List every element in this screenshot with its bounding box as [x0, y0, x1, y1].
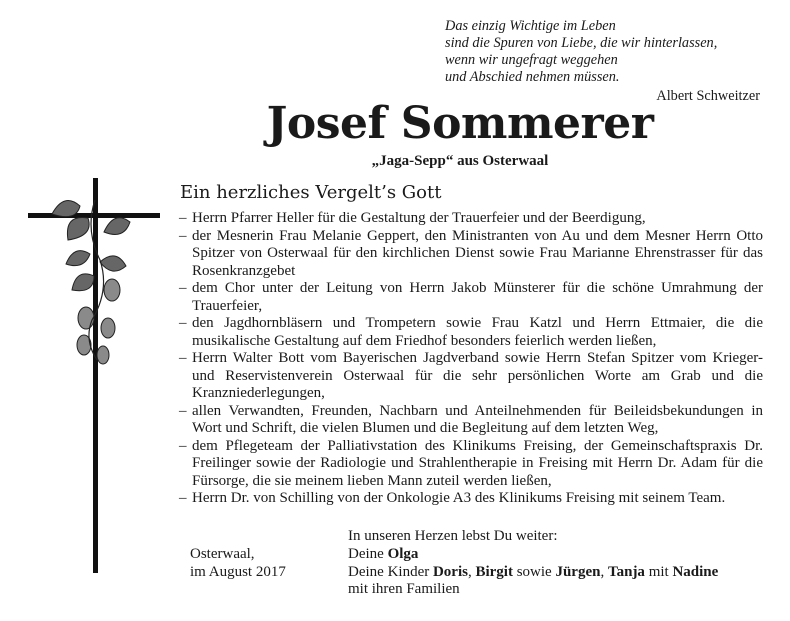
child-name: Tanja — [607, 563, 645, 580]
list-item — [180, 210, 763, 228]
place-and-date — [190, 546, 286, 581]
child-name: Nadine — [672, 563, 719, 580]
date: im August 2017 — [190, 563, 286, 580]
dash-bullet: – — [179, 350, 187, 366]
thanks-text: Herrn Dr. von Schilling von der Onkologie A3 des Klinikums Freising mit seinem Team. — [192, 490, 726, 506]
quote-line: wenn wir ungefragt weggehen — [445, 52, 618, 68]
families-line: mit ihren Familien — [348, 581, 460, 597]
epigraph-quote — [445, 18, 765, 86]
list-item — [180, 490, 763, 508]
mit-word: mit — [648, 563, 669, 580]
deine-label: Deine — [348, 546, 384, 562]
comma: , — [600, 563, 605, 580]
deceased-nickname: „Jaga-Sepp“ aus Osterwaal — [371, 153, 549, 169]
cross-icon — [28, 178, 160, 573]
list-item — [180, 403, 763, 438]
thanks-text: Herrn Pfarrer Heller für die Gestaltung der Trauerfeier und der Beerdigung, — [192, 210, 646, 226]
sowie-word: sowie — [516, 563, 552, 580]
comma: , — [467, 563, 472, 580]
thanks-heading: Ein herzliches Vergelt’s Gott — [180, 182, 442, 203]
thanks-text: allen Verwandten, Freunden, Nachbarn und Anteilnehmenden für Beileidsbekundungen in Wort und Schrift, die vielen Blumen und die Begleitung auf dem letzten Weg, — [192, 402, 763, 436]
quote-author: Albert Schweitzer — [656, 88, 760, 104]
thanks-text: Herrn Walter Bott vom Bayerischen Jagdverband sowie Herrn Stefan Spitzer vom Krieger- und Reservistenverein Osterwaal für die sehr persönlichen Worte am Grab und die Kranzniederlegungen, — [192, 350, 763, 401]
dash-bullet: – — [179, 280, 187, 296]
dash-bullet: – — [179, 490, 187, 506]
child-name: Jürgen — [555, 563, 601, 580]
deceased-name: Josef Sommerer — [266, 98, 654, 149]
cross-with-hop-vine-illustration — [0, 0, 180, 621]
closing-line: In unseren Herzen lebst Du weiter: — [348, 528, 558, 544]
list-item — [180, 438, 763, 491]
kinder-label: Deine Kinder — [348, 563, 430, 580]
child-name: Doris — [432, 563, 468, 580]
quote-line: Das einzig Wichtige im Leben — [445, 18, 616, 34]
thanks-text: der Mesnerin Frau Melanie Geppert, den Ministranten von Au und dem Mesner Herrn Otto Spitzer von Osterwaal für den kirchlichen Dienst sowie Frau Marianne Ehrenstrasser für das Rosenkranzgebet — [192, 227, 763, 279]
hop-cones-icon — [77, 279, 120, 364]
dash-bullet: – — [179, 315, 187, 331]
child-name: Birgit — [475, 563, 513, 580]
wife-name: Olga — [387, 546, 419, 562]
dash-bullet: – — [179, 402, 187, 419]
children-line — [348, 564, 718, 582]
list-item — [180, 315, 763, 350]
dash-bullet: – — [179, 437, 187, 454]
quote-line: sind die Spuren von Liebe, die wir hinterlassen, — [445, 35, 718, 51]
list-item — [180, 350, 763, 403]
wife-line — [348, 546, 718, 564]
thanks-text: den Jagdhornbläsern und Trompetern sowie Frau Katzl und Herrn Ettmaier, die die musikalische Gestaltung auf dem Friedhof besonders feierlich werden ließen, — [192, 315, 763, 349]
list-item — [180, 280, 763, 315]
thanks-text: dem Chor unter der Leitung von Herrn Jakob Münsterer für die schöne Umrahmung der Trauerfeier, — [192, 280, 763, 314]
thanks-list — [180, 210, 763, 508]
thanks-text: dem Pflegeteam der Palliativstation des Klinikums Freising, der Gemeinschaftspraxis Dr. Freilinger sowie der Radiologie und Strahlentherapie in Freising mit Herrn Dr. Adam für die Fürsorge, die sie meinem lieben Mann zuteil werden ließen, — [192, 437, 763, 489]
dash-bullet: – — [179, 227, 187, 244]
dash-bullet: – — [179, 210, 187, 226]
signatories — [348, 546, 718, 599]
quote-line: und Abschied nehmen müssen. — [445, 69, 620, 85]
list-item — [180, 228, 763, 281]
place: Osterwaal, — [190, 546, 255, 562]
